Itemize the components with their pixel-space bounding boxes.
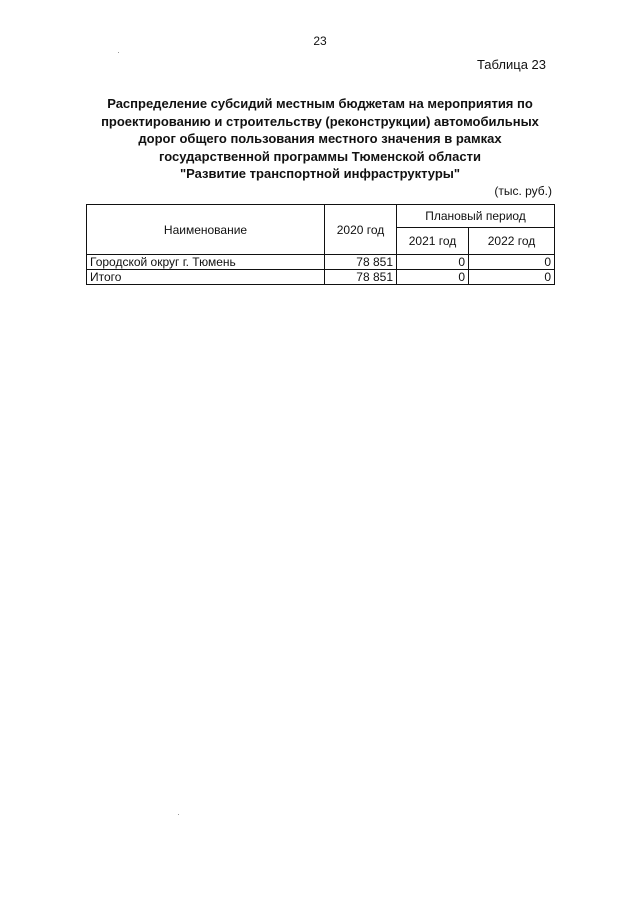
page-number: 23 <box>313 34 327 48</box>
scan-speck <box>118 52 119 53</box>
header-2022: 2022 год <box>469 228 555 255</box>
title-line: Распределение субсидий местным бюджетам на мероприятия по <box>107 96 533 111</box>
document-title <box>86 95 554 183</box>
header-planned-period: Плановый период <box>397 205 555 228</box>
units-label: (тыс. руб.) <box>494 184 552 198</box>
total-2020-value: 78 851 <box>325 270 397 285</box>
total-name: Итого <box>87 270 325 285</box>
row-name: Городской округ г. Тюмень <box>87 255 325 270</box>
title-line: дорог общего пользования местного значения в рамках <box>138 131 502 146</box>
header-2021: 2021 год <box>397 228 469 255</box>
header-row <box>87 205 555 228</box>
scan-speck <box>178 814 179 815</box>
row-2022-value: 0 <box>469 255 555 270</box>
total-2021-value: 0 <box>397 270 469 285</box>
header-2020: 2020 год <box>325 205 397 255</box>
total-row <box>87 270 555 285</box>
total-2022-value: 0 <box>469 270 555 285</box>
row-2020-value: 78 851 <box>325 255 397 270</box>
subsidy-table <box>86 204 555 285</box>
table-label: Таблица 23 <box>476 57 546 72</box>
title-line: государственной программы Тюменской области <box>159 148 481 164</box>
row-2021-value: 0 <box>397 255 469 270</box>
header-name: Наименование <box>87 205 325 255</box>
title-line: проектированию и строительству (реконструкции) автомобильных <box>101 113 539 129</box>
title-line: "Развитие транспортной инфраструктуры" <box>179 166 461 181</box>
table-row <box>87 255 555 270</box>
